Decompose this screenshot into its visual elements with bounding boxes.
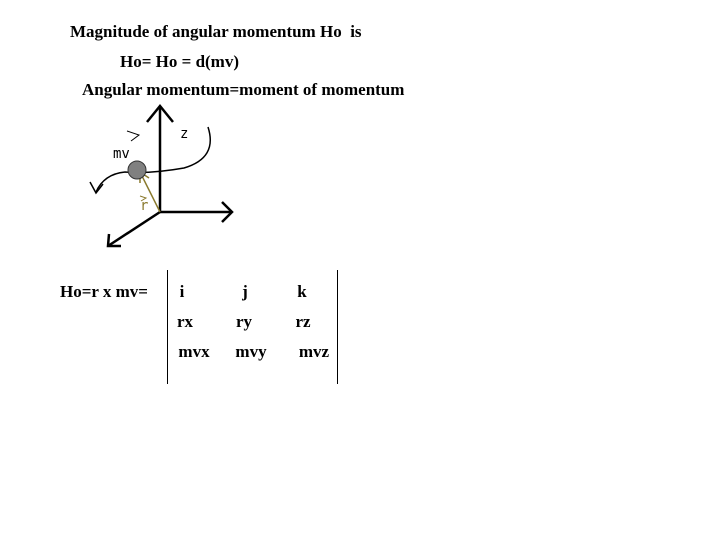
y-axis bbox=[108, 212, 160, 246]
r-label: r bbox=[140, 198, 149, 214]
matrix-cell-k: k bbox=[297, 282, 307, 301]
z-label: z bbox=[180, 126, 189, 142]
definition-line: Angular momentum=moment of momentum bbox=[82, 80, 405, 99]
matrix-cell-rx: rx bbox=[176, 312, 194, 331]
matrix-cell-rz: rz bbox=[295, 312, 311, 331]
mv-vector-mark bbox=[127, 131, 139, 141]
matrix-cell-mvy: mvy bbox=[235, 342, 267, 361]
determinant-right-bar bbox=[337, 270, 338, 384]
matrix-cell-i: i bbox=[179, 282, 185, 301]
matrix-cell-mvx: mvx bbox=[178, 342, 210, 361]
matrix-cell-j: j bbox=[242, 282, 248, 301]
mv-label: mv bbox=[113, 146, 130, 162]
cross-product-label: Ho=r x mv= bbox=[60, 282, 148, 301]
formula-ho: Ho= Ho = d(mv) bbox=[120, 52, 240, 71]
particle bbox=[128, 161, 146, 179]
matrix-cell-ry: ry bbox=[235, 312, 253, 331]
matrix-cell-mvz: mvz bbox=[298, 342, 330, 361]
heading-angular-momentum-magnitude: Magnitude of angular momentum Ho is bbox=[70, 22, 362, 41]
